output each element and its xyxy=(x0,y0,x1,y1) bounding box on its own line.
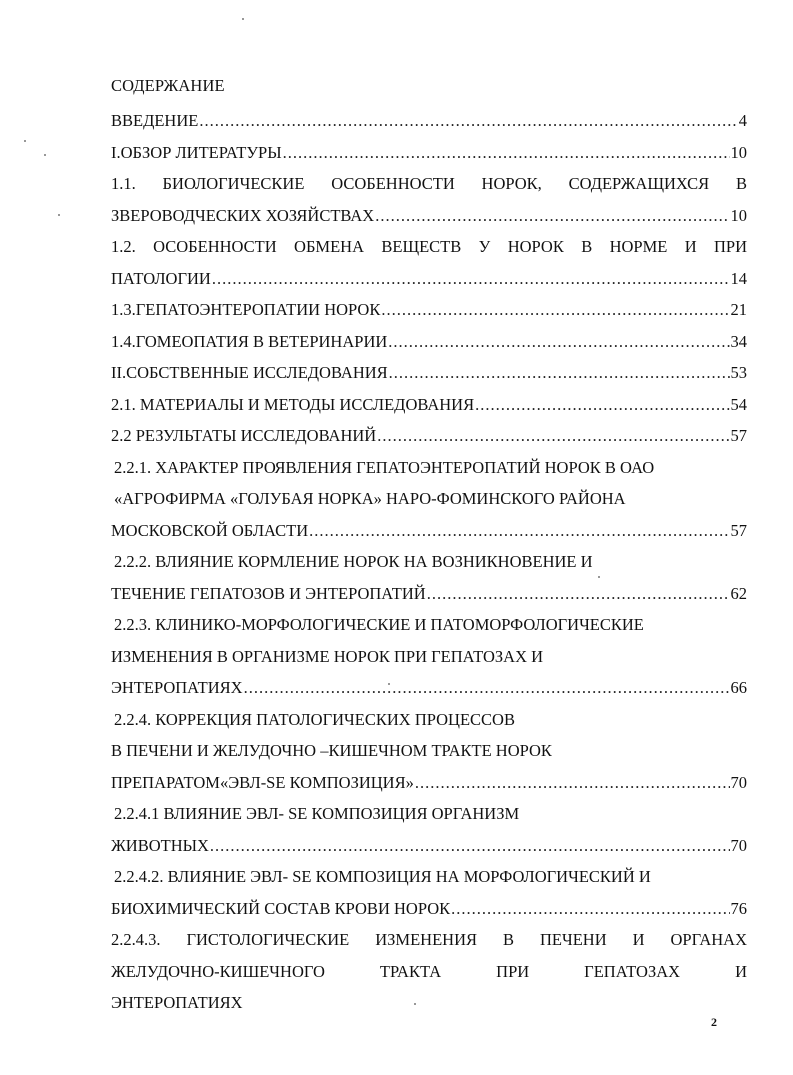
toc-entry-title: II.СОБСТВЕННЫЕ ИССЛЕДОВАНИЯ xyxy=(111,363,388,382)
toc-entry-page: 10 xyxy=(730,142,747,162)
table-of-contents xyxy=(111,105,747,1019)
toc-entry-title: ТЕЧЕНИЕ ГЕПАТОЗОВ И ЭНТЕРОПАТИЙ xyxy=(111,583,426,603)
toc-entry-title: ПРЕПАРАТОМ«ЭВЛ-SE КОМПОЗИЦИЯ» xyxy=(111,772,414,792)
dot-leader xyxy=(375,200,729,232)
dot-leader xyxy=(283,137,730,169)
toc-entry: 2.2.4.3. ГИСТОЛОГИЧЕСКИЕ ИЗМЕНЕНИЯ В ПЕЧЕНИ И ОРГАНАХ xyxy=(111,930,747,949)
toc-entry-page: 4 xyxy=(738,111,747,130)
toc-entry-title: 1.3.ГЕПАТОЭНТЕРОПАТИИ НОРОК xyxy=(111,300,381,319)
toc-entry-page: 62 xyxy=(730,583,747,603)
toc-entry xyxy=(111,830,747,862)
toc-entry-title: 2.1. МАТЕРИАЛЫ И МЕТОДЫ ИССЛЕДОВАНИЯ xyxy=(111,394,475,414)
dot-leader xyxy=(475,389,729,421)
toc-entry: 2.2.1. ХАРАКТЕР ПРОЯВЛЕНИЯ ГЕПАТОЭНТЕРОПАТИЙ НОРОК В ОАО xyxy=(114,457,655,477)
toc-entry xyxy=(111,767,747,799)
toc-entry: 1.2. ОСОБЕННОСТИ ОБМЕНА ВЕЩЕСТВ У НОРОК В НОРМЕ И ПРИ xyxy=(111,237,747,256)
toc-entry-page: 76 xyxy=(730,898,747,918)
toc-entry-page: 53 xyxy=(730,363,747,382)
dot-leader xyxy=(210,830,730,862)
toc-entry xyxy=(111,294,747,326)
toc-entry: 2.2.3. КЛИНИКО-МОРФОЛОГИЧЕСКИЕ И ПАТОМОРФОЛОГИЧЕСКИЕ xyxy=(114,615,644,634)
dot-leader xyxy=(427,578,730,610)
toc-entry: ЖЕЛУДОЧНО-КИШЕЧНОГО ТРАКТА ПРИ ГЕПАТОЗАХ И xyxy=(111,961,747,981)
scan-speck xyxy=(598,576,600,578)
toc-entry: 2.2.4.2. ВЛИЯНИЕ ЭВЛ- SE КОМПОЗИЦИЯ НА МОРФОЛОГИЧЕСКИЙ И xyxy=(114,867,651,886)
scan-speck xyxy=(58,214,60,216)
toc-entry: 2.2.4.1 ВЛИЯНИЕ ЭВЛ- SE КОМПОЗИЦИЯ ОРГАНИЗМ xyxy=(114,804,520,823)
toc-entry-page: 34 xyxy=(730,331,747,351)
dot-leader xyxy=(377,420,729,452)
toc-entry xyxy=(111,420,747,452)
dot-leader xyxy=(212,263,730,295)
toc-entry xyxy=(111,200,747,232)
toc-entry-title: МОСКОВСКОЙ ОБЛАСТИ xyxy=(111,520,309,540)
toc-entry: 2.2.2. ВЛИЯНИЕ КОРМЛЕНИЕ НОРОК НА ВОЗНИКНОВЕНИЕ И xyxy=(114,552,593,571)
toc-entry xyxy=(111,357,747,389)
toc-entry: «АГРОФИРМА «ГОЛУБАЯ НОРКА» НАРО-ФОМИНСКОГО РАЙОНА xyxy=(114,489,626,508)
toc-heading: СОДЕРЖАНИЕ xyxy=(111,76,225,95)
toc-entry xyxy=(111,137,747,169)
scan-speck xyxy=(388,683,390,685)
dot-leader xyxy=(389,357,730,389)
toc-entry: В ПЕЧЕНИ И ЖЕЛУДОЧНО –КИШЕЧНОМ ТРАКТЕ НОРОК xyxy=(111,741,552,760)
toc-entry xyxy=(111,263,747,295)
toc-entry xyxy=(111,389,747,421)
toc-entry-page: 66 xyxy=(730,678,747,697)
toc-entry xyxy=(111,893,747,925)
dot-leader xyxy=(244,672,730,704)
toc-entry-title: ЖИВОТНЫХ xyxy=(111,835,209,855)
toc-entry-title: I.ОБЗОР ЛИТЕРАТУРЫ xyxy=(111,142,282,162)
toc-entry-page: 21 xyxy=(730,300,747,319)
toc-entry-page: 70 xyxy=(730,772,747,792)
toc-entry-title: 1.4.ГОМЕОПАТИЯ В ВЕТЕРИНАРИИ xyxy=(111,331,388,351)
toc-entry: 2.2.4. КОРРЕКЦИЯ ПАТОЛОГИЧЕСКИХ ПРОЦЕССОВ xyxy=(114,709,515,729)
toc-entry-title: БИОХИМИЧЕСКИЙ СОСТАВ КРОВИ НОРОК xyxy=(111,898,451,918)
toc-entry: 1.1. БИОЛОГИЧЕСКИЕ ОСОБЕННОСТИ НОРОК, СОДЕРЖАЩИХСЯ В xyxy=(111,174,747,193)
toc-entry xyxy=(111,515,747,547)
toc-entry-title: ПАТОЛОГИИ xyxy=(111,268,211,288)
toc-entry: ЭНТЕРОПАТИЯХ xyxy=(111,993,243,1012)
toc-entry-title: ВВЕДЕНИЕ xyxy=(111,111,199,130)
dot-leader xyxy=(451,893,729,925)
toc-entry xyxy=(111,672,747,704)
dot-leader xyxy=(199,105,737,137)
toc-entry-page: 70 xyxy=(730,835,747,855)
dot-leader xyxy=(415,767,730,799)
scan-speck xyxy=(414,1003,416,1005)
toc-entry xyxy=(111,105,747,137)
page-number: 2 xyxy=(711,1015,717,1029)
toc-entry-page: 57 xyxy=(730,520,747,540)
scan-speck xyxy=(44,154,46,156)
toc-entry-page: 54 xyxy=(730,394,747,414)
toc-entry xyxy=(111,326,747,358)
toc-entry-title: ЭНТЕРОПАТИЯХ xyxy=(111,678,243,697)
scan-speck xyxy=(242,18,244,20)
toc-entry-page: 10 xyxy=(730,205,747,225)
toc-entry: ИЗМЕНЕНИЯ В ОРГАНИЗМЕ НОРОК ПРИ ГЕПАТОЗАХ И xyxy=(111,646,544,666)
toc-entry-page: 14 xyxy=(730,268,747,288)
dot-leader xyxy=(309,515,729,547)
toc-entry-title: 2.2 РЕЗУЛЬТАТЫ ИССЛЕДОВАНИЙ xyxy=(111,426,377,445)
toc-entry xyxy=(111,578,747,610)
dot-leader xyxy=(381,294,729,326)
scan-speck xyxy=(24,140,26,142)
toc-entry-page: 57 xyxy=(730,426,747,445)
toc-entry-title: ЗВЕРОВОДЧЕСКИХ ХОЗЯЙСТВАХ xyxy=(111,205,375,225)
dot-leader xyxy=(388,326,729,358)
